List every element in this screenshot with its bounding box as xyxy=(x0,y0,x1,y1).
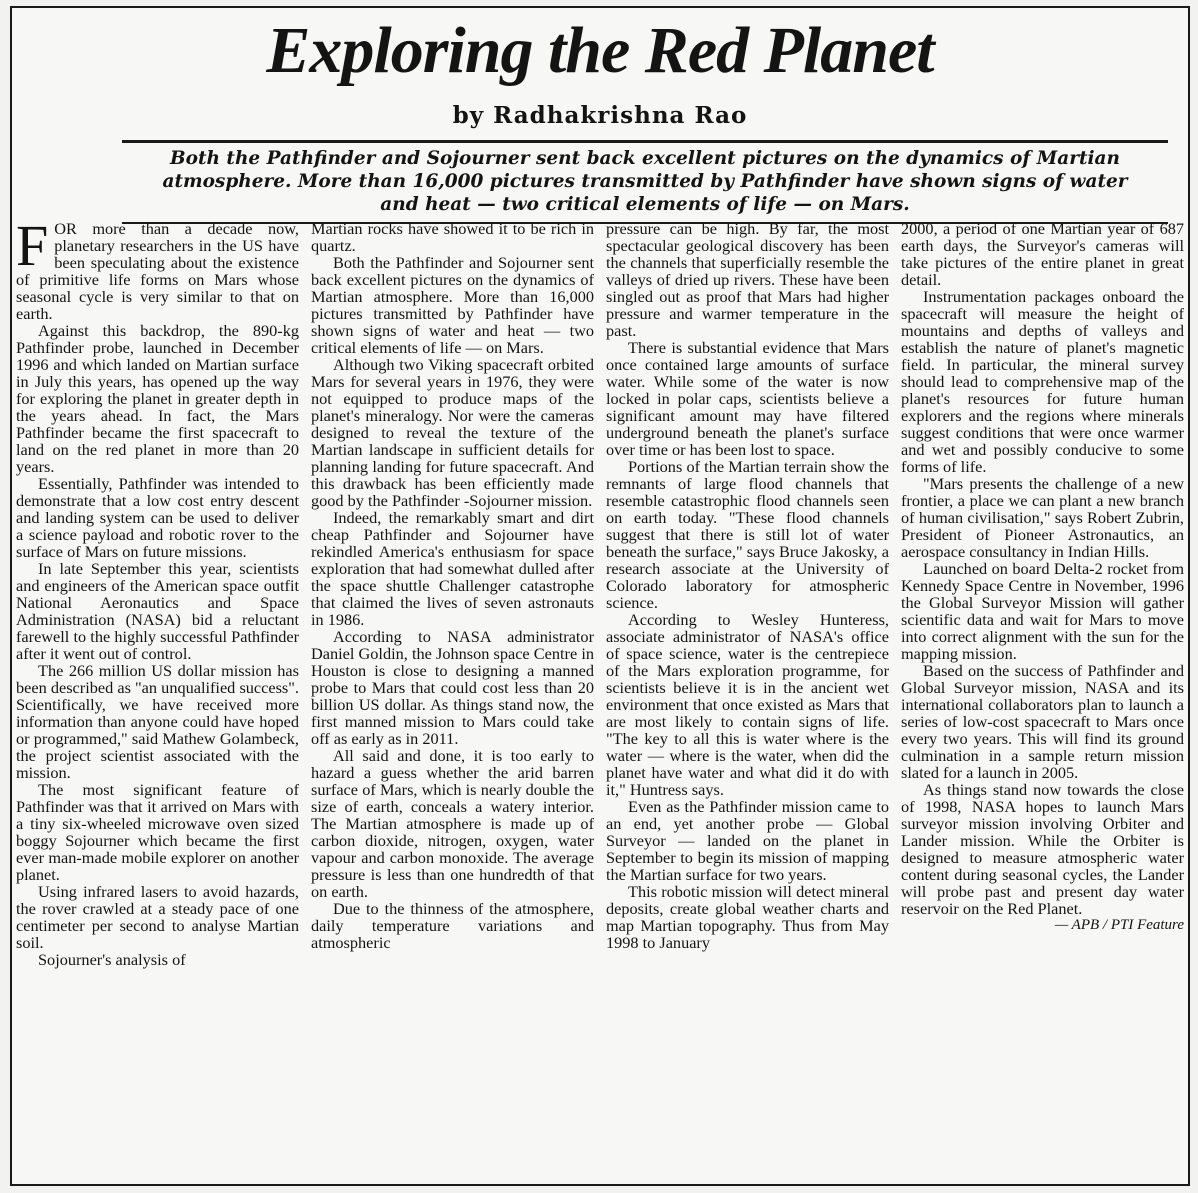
paragraph: Sojourner's analysis of xyxy=(38,950,186,969)
paragraph-text: OR more than a decade now, planetary researchers in the US have been speculating about the existence of primitive life forms on Mars whose seasonal cycle is very similar to that on earth. xyxy=(16,220,299,323)
article-body xyxy=(16,220,1184,1155)
paragraph: Both the Pathfinder and Sojourner sent back excellent pictures on the dynamics of Martian atmosphere. More than 16,000 pictures transmitted by Pathfinder have shown signs of water and heat — two critical elements of life — on Mars. xyxy=(311,253,594,357)
paragraph: This robotic mission will detect mineral deposits, create global weather charts and map Martian topography. Thus from May 1998 to January xyxy=(606,882,889,952)
paragraph: Martian rocks have showed it to be rich in quartz. xyxy=(311,220,594,255)
paragraph: Although two Viking spacecraft orbited Mars for several years in 1976, they were not equipped to produce maps of the planet's mineralogy. Nor were the cameras designed to reveal the texture of the Martian landscape in sufficient details for planning landing for future spacecraft. And this drawback has been efficiently made good by the Pathfinder -Sojourner mission. xyxy=(311,355,594,510)
byline: by Radhakrishna Rao xyxy=(452,102,748,129)
paragraph: Even as the Pathfinder mission came to an end, yet another probe — Global Surveyor — landed on the planet in September to begin its mission of mapping the Martian surface for two years. xyxy=(606,797,889,884)
paragraph: According to Wesley Hunteress, associate administrator of NASA's office of space science, water is the centrepiece of the Mars exploration programme, for scientists believe it is in the ancient wet environment that once existed as Mars that are most likely to contain signs of life. "The key to all this is water where is the water — where is the water, when did the planet have water and what did it do with it," Huntress says. xyxy=(606,610,889,799)
column-4 xyxy=(901,220,1184,1155)
paragraph: pressure can be high. By far, the most spectacular geological discovery has been the channels that superficially resemble the valleys of dried up rivers. These have been singled out as proof that Mars had higher pressure and warmer temperature in the past. xyxy=(606,220,889,340)
paragraph: The most significant feature of Pathfinder was that it arrived on Mars with a tiny six-wheeled microwave oven sized boggy Sojourner which became the first ever man-made mobile explorer on another planet. xyxy=(16,780,299,884)
paragraph: Portions of the Martian terrain show the remnants of large flood channels that resemble catastrophic flood channels seen on earth today. "These flood channels suggest that there is still lot of water beneath the surface," says Bruce Jakosky, a research associate at the University of Colorado laboratory for atmospheric science. xyxy=(606,457,889,612)
drop-cap: F xyxy=(16,220,49,278)
paragraph: Against this backdrop, the 890-kg Pathfinder probe, launched in December 1996 and which landed on Martian surface in July this years, has opened up the way for exploring the planet in greater depth in the years ahead. In fact, the Mars Pathfinder became the first spacecraft to land on the red planet in more than 20 years. xyxy=(16,321,299,476)
paragraph: Based on the success of Pathfinder and Global Surveyor mission, NASA and its international collaborators plan to launch a series of low-cost spacecraft to Mars once every two years. This will find its ground culmination in a sample return mission slated for a launch in 2005. xyxy=(901,661,1184,782)
paragraph: All said and done, it is too early to hazard a guess whether the arid barren surface of Mars, which is nearly double the size of earth, conceals a watery interior. The Martian atmosphere is made up of carbon dioxide, nitrogen, oxygen, water vapour and carbon monoxide. The average pressure is less than one hundredth of that on earth. xyxy=(311,746,594,901)
paragraph: Using infrared lasers to avoid hazards, the rover crawled at a steady pace of one centimeter per second to analyse Martian soil. xyxy=(16,882,299,952)
headline: Exploring the Red Planet xyxy=(266,14,934,87)
paragraph: Due to the thinness of the atmosphere, daily temperature variations and atmospheric xyxy=(311,899,594,952)
column-2 xyxy=(311,220,594,1155)
paragraph: In late September this year, scientists and engineers of the American space outfit National Aeronautics and Space Administration (NASA) bid a reluctant farewell to the highly successful Pathfinder after it went out of control. xyxy=(16,559,299,663)
feature-credit: — APB / PTI Feature xyxy=(1054,917,1184,933)
deck-summary: Both the Pathfinder and Sojourner sent back excellent pictures on the dynamics of Martian atmosphere. More than 16,000 pictures transmitted by Pathfinder have shown signs of water and heat — two critical elements of life — on Mars. xyxy=(122,140,1168,224)
paragraph: There is substantial evidence that Mars once contained large amounts of surface water. While some of the water is now locked in polar caps, scientists believe a significant amount may have filtered underground beneath the planet's surface over time or has been lost to space. xyxy=(606,338,889,459)
paragraph: "Mars presents the challenge of a new frontier, a place we can plant a new branch of human civilisation," says Robert Zubrin, President of Pioneer Astronautics, an aerospace consultancy in Indian Hills. xyxy=(901,474,1184,561)
column-3 xyxy=(606,220,889,1155)
paragraph: Launched on board Delta-2 rocket from Kennedy Space Centre in November, 1996 the Global Surveyor Mission will gather scientific data and wait for Mars to move into correct alignment with the sun for the mapping mission. xyxy=(901,559,1184,663)
paragraph xyxy=(16,220,299,322)
paragraph: As things stand now towards the close of 1998, NASA hopes to launch Mars surveyor mission involving Orbiter and Lander mission. While the Orbiter is designed to measure atmospheric water content during seasonal cycles, the Lander will probe past and present day water reservoir on the Red Planet. xyxy=(901,780,1184,918)
paragraph: Indeed, the remarkably smart and dirt cheap Pathfinder and Sojourner have rekindled America's enthusiasm for space exploration that had somewhat dulled after the space shuttle Challenger catastrophe that claimed the lives of seven astronauts in 1986. xyxy=(311,508,594,629)
paragraph: According to NASA administrator Daniel Goldin, the Johnson space Centre in Houston is close to designing a manned probe to Mars that could cost less than 20 billion US dollar. As things stand now, the first manned mission to Mars could take off as early as in 2011. xyxy=(311,627,594,748)
paragraph: Instrumentation packages onboard the spacecraft will measure the height of mountains and depths of valleys and establish the nature of planet's magnetic field. In particular, the mineral survey should lead to comprehensive map of the planet's resources for future human explorers and the regions where minerals suggest conditions that were once warmer and wet and possibly conducive to some forms of life. xyxy=(901,287,1184,476)
paragraph: The 266 million US dollar mission has been described as "an unqualified success". Scientifically, we have received more information than anyone could have hoped or programmed," said Mathew Golambeck, the project scientist associated with the mission. xyxy=(16,661,299,782)
paragraph: Essentially, Pathfinder was intended to demonstrate that a low cost entry descent and landing system can be used to deliver a science payload and robotic rover to the surface of Mars on future missions. xyxy=(16,474,299,561)
paragraph: 2000, a period of one Martian year of 687 earth days, the Surveyor's cameras will take pictures of the entire planet in great detail. xyxy=(901,220,1184,289)
column-1 xyxy=(16,220,299,1155)
